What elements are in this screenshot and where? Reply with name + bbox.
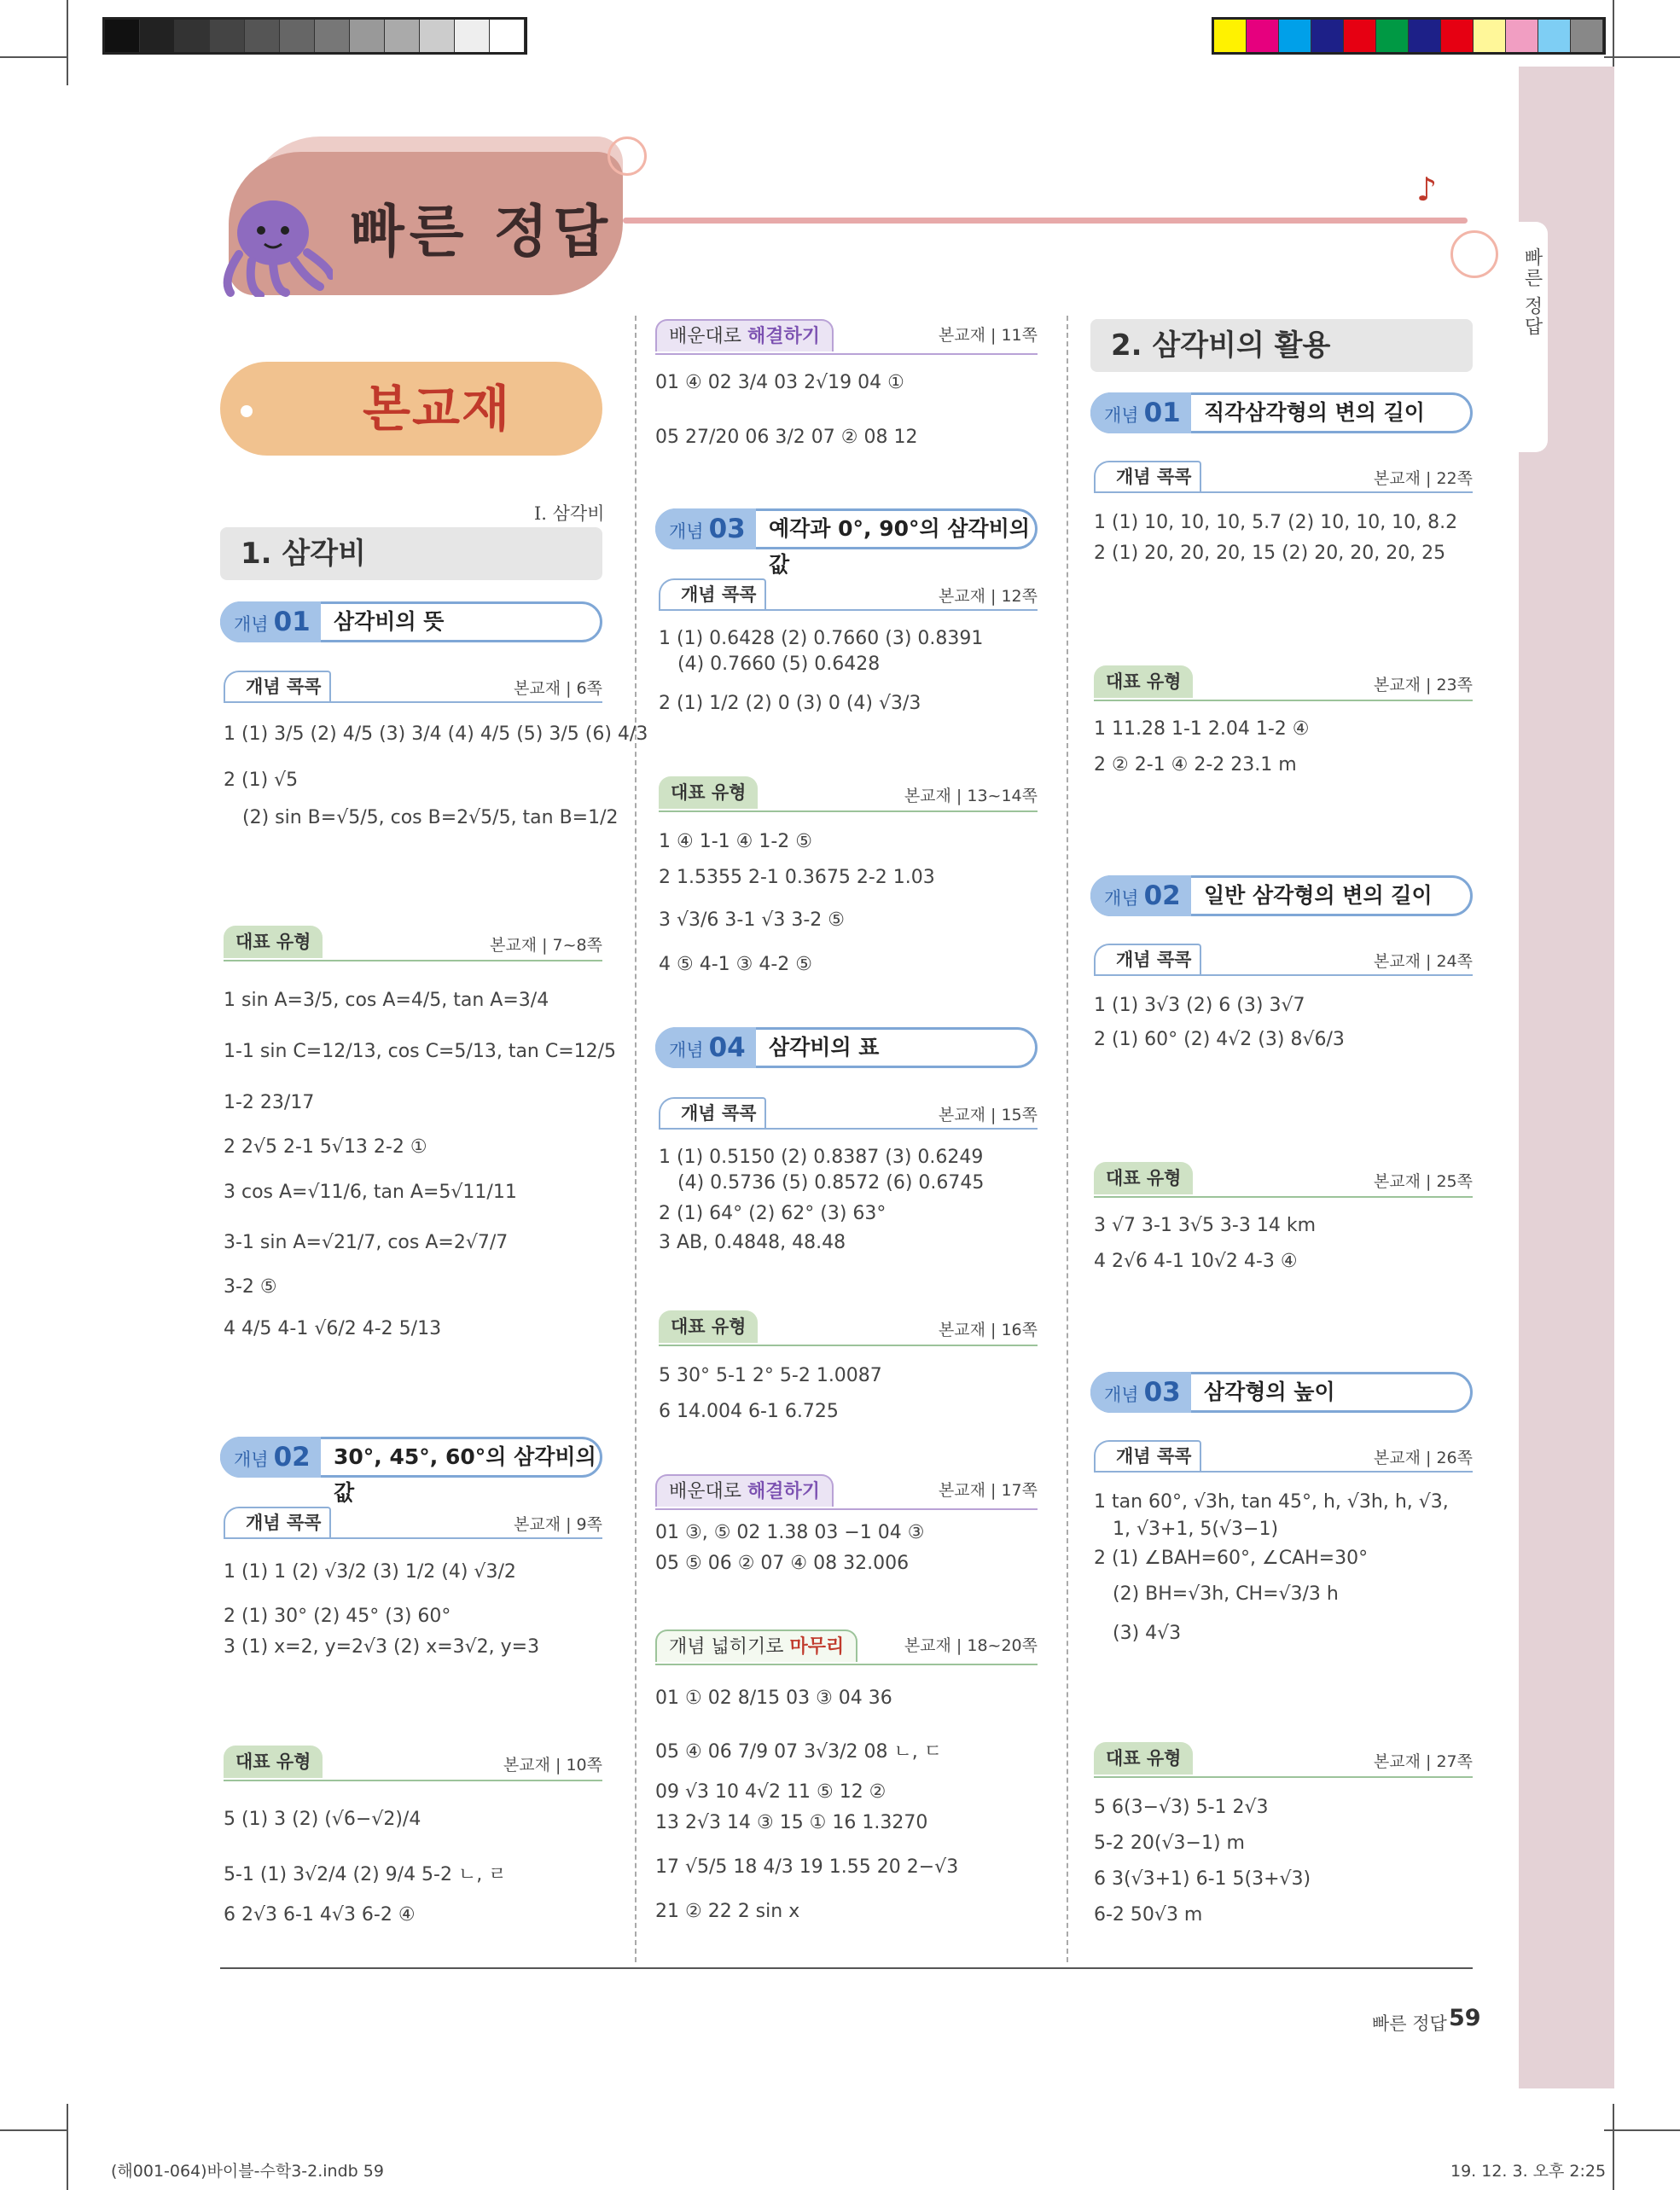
representative-type-header: 대표 유형 본교재 | 7~8쪽 — [224, 926, 602, 961]
answer-line: (3) 4√3 — [1113, 1623, 1182, 1644]
answer-line: 05 ④ 06 7/9 07 3√3/2 08 ㄴ, ㄷ — [655, 1741, 942, 1763]
answer-line: 1 sin A=3/5, cos A=4/5, tan A=3/4 — [224, 990, 549, 1011]
concept-title: 일반 삼각형의 변의 길이 — [1204, 883, 1433, 908]
answer-line: 3 √7 3-1 3√5 3-3 14 km — [1094, 1215, 1317, 1236]
answer-line: 3 cos A=√11/6, tan A=5√11/11 — [224, 1182, 517, 1203]
representative-type-header: 대표 유형 본교재 | 16쪽 — [659, 1310, 1038, 1346]
print-file-name: (해001-064)바이블-수학3-2.indb 59 — [111, 2162, 384, 2181]
answer-line: (4) 0.5736 (5) 0.8572 (6) 0.6745 — [677, 1172, 985, 1194]
header-line — [623, 218, 1468, 224]
answer-line: 6 3(√3+1) 6-1 5(3+√3) — [1094, 1868, 1311, 1890]
concept-badge: 개념 01 — [220, 601, 321, 642]
answer-line: 6-2 50√3 m — [1094, 1904, 1203, 1926]
answer-line: 1-1 sin C=12/13, cos C=5/13, tan C=12/5 — [224, 1041, 617, 1062]
concept-badge: 개념 04 — [655, 1027, 756, 1068]
solve-as-learned-header: 배운대로 해결하기 본교재 | 17쪽 — [655, 1474, 1038, 1510]
side-tab: 빠른 정답 — [1512, 222, 1548, 452]
column-divider — [1067, 316, 1068, 1962]
crop-mark — [1604, 2129, 1680, 2131]
representative-type-header: 대표 유형 본교재 | 27쪽 — [1094, 1742, 1473, 1778]
answer-line: (2) BH=√3h, CH=√3/3 h — [1113, 1583, 1339, 1605]
answer-line: 09 √3 10 4√2 11 ⑤ 12 ② — [655, 1781, 887, 1803]
answer-line: 6 14.004 6-1 6.725 — [659, 1401, 839, 1422]
concept-title: 30°, 45°, 60°의 삼각비의 값 — [334, 1444, 596, 1505]
answer-line: 2 1.5355 2-1 0.3675 2-2 1.03 — [659, 867, 935, 888]
answer-line: 2 (1) √5 — [224, 770, 299, 791]
solve-as-learned-header: 배운대로 해결하기 본교재 | 11쪽 — [655, 319, 1038, 355]
answer-line: 1 (1) 3/5 (2) 4/5 (3) 3/4 (4) 4/5 (5) 3/5 (6) 4/3 — [224, 723, 648, 745]
concept-header — [1090, 1372, 1473, 1413]
crop-mark — [1613, 2104, 1614, 2190]
section-title: 2. 삼각비의 활용 — [1090, 319, 1473, 372]
representative-type-header: 대표 유형 본교재 | 23쪽 — [1094, 665, 1473, 701]
answer-line: 5-1 (1) 3√2/4 (2) 9/4 5-2 ㄴ, ㄹ — [224, 1864, 507, 1885]
pill-dot — [241, 405, 253, 417]
answer-line: 1-2 23/17 — [224, 1092, 315, 1113]
answer-line: 05 ⑤ 06 ② 07 ④ 08 32.006 — [655, 1553, 910, 1574]
answer-line: 1 tan 60°, √3h, tan 45°, h, √3h, h, √3, — [1094, 1491, 1449, 1513]
answer-line: 2 (1) 30° (2) 45° (3) 60° — [224, 1606, 451, 1627]
answer-line: 5 30° 5-1 2° 5-2 1.0087 — [659, 1365, 882, 1386]
answer-line: 3 AB, 0.4848, 48.48 — [659, 1232, 846, 1253]
concept-practice-header: 개념 콕콕 본교재 | 9쪽 — [224, 1507, 602, 1539]
concept-title: 삼각비의 뜻 — [334, 609, 445, 634]
concept-practice-header: 개념 콕콕 본교재 | 26쪽 — [1094, 1440, 1473, 1473]
concept-header — [220, 1437, 602, 1505]
answer-line: 5 6(3−√3) 5-1 2√3 — [1094, 1797, 1269, 1818]
concept-header — [655, 508, 1038, 577]
concept-practice-header: 개념 콕콕 본교재 | 6쪽 — [224, 671, 602, 703]
book-label: 본교재 — [363, 380, 512, 438]
concept-title: 삼각형의 높이 — [1204, 1380, 1335, 1404]
concept-badge: 개념 01 — [1090, 392, 1191, 433]
concept-practice-header: 개념 콕콕 본교재 | 15쪽 — [659, 1097, 1038, 1130]
octopus-icon — [213, 195, 333, 297]
section-title: 1. 삼각비 — [220, 527, 602, 580]
answer-line: 5-2 20(√3−1) m — [1094, 1833, 1245, 1854]
answer-line: 2 (1) 1/2 (2) 0 (3) 0 (4) √3/3 — [659, 693, 921, 714]
answer-line: 5 (1) 3 (2) (√6−√2)/4 — [224, 1809, 421, 1830]
answer-line: 4 2√6 4-1 10√2 4-3 ④ — [1094, 1251, 1298, 1272]
answer-line: 13 2√3 14 ③ 15 ① 16 1.3270 — [655, 1812, 928, 1833]
deco-circle — [607, 137, 647, 176]
answer-line: 2 (1) 60° (2) 4√2 (3) 8√6/3 — [1094, 1029, 1345, 1050]
representative-type-header: 대표 유형 본교재 | 13~14쪽 — [659, 776, 1038, 812]
footer-rule — [220, 1967, 1473, 1969]
color-calibration-bar — [1212, 17, 1606, 55]
answer-line: 1 (1) 0.5150 (2) 0.8387 (3) 0.6249 — [659, 1147, 984, 1168]
answer-line: 2 (1) 64° (2) 62° (3) 63° — [659, 1203, 887, 1224]
answer-line: 17 √5/5 18 4/3 19 1.55 20 2−√3 — [655, 1856, 959, 1878]
print-timestamp: 19. 12. 3. 오후 2:25 — [1450, 2162, 1607, 2181]
answer-line: 1 (1) 0.6428 (2) 0.7660 (3) 0.8391 — [659, 628, 984, 649]
answer-line: 3-2 ⑤ — [224, 1276, 277, 1298]
answer-line: 3-1 sin A=√21/7, cos A=2√7/7 — [224, 1232, 509, 1253]
answer-line: (4) 0.7660 (5) 0.6428 — [677, 654, 881, 675]
answer-line: 01 ③, ⑤ 02 1.38 03 −1 04 ③ — [655, 1522, 925, 1543]
answer-line: 1 (1) 3√3 (2) 6 (3) 3√7 — [1094, 995, 1305, 1016]
answer-line: 4 4/5 4-1 √6/2 4-2 5/13 — [224, 1318, 442, 1339]
concept-badge: 개념 02 — [1090, 875, 1191, 916]
concept-title: 예각과 0°, 90°의 삼각비의 값 — [769, 516, 1030, 577]
representative-type-header: 대표 유형 본교재 | 10쪽 — [224, 1746, 602, 1781]
concept-header — [655, 1027, 1038, 1068]
crop-mark — [0, 2129, 67, 2131]
concept-title: 직각삼각형의 변의 길이 — [1204, 400, 1425, 425]
crop-mark — [1604, 56, 1680, 58]
answer-line: 2 (1) ∠BAH=60°, ∠CAH=30° — [1094, 1548, 1369, 1569]
answer-line: 1, √3+1, 5(√3−1) — [1113, 1519, 1279, 1540]
answer-line: 1 (1) 1 (2) √3/2 (3) 1/2 (4) √3/2 — [224, 1561, 516, 1583]
crop-mark — [67, 0, 68, 85]
answer-line: 3 √3/6 3-1 √3 3-2 ⑤ — [659, 909, 845, 931]
concept-badge: 개념 03 — [655, 508, 756, 549]
column-divider — [635, 316, 637, 1962]
concept-practice-header: 개념 콕콕 본교재 | 12쪽 — [659, 578, 1038, 611]
answer-line: 21 ② 22 2 sin x — [655, 1901, 800, 1922]
crop-mark — [67, 2104, 68, 2190]
answer-line: 6 2√3 6-1 4√3 6-2 ④ — [224, 1904, 416, 1926]
answer-line: (2) sin B=√5/5, cos B=2√5/5, tan B=1/2 — [242, 807, 619, 828]
answer-line: 1 11.28 1-1 2.04 1-2 ④ — [1094, 718, 1310, 740]
answer-line: 05 27/20 06 3/2 07 ② 08 12 — [655, 427, 918, 448]
music-note-icon: ♪ — [1416, 171, 1438, 208]
answer-line: 2 2√5 2-1 5√13 2-2 ① — [224, 1136, 427, 1158]
footer-label: 빠른 정답 — [1372, 2013, 1447, 2034]
deco-circle — [1450, 230, 1498, 278]
answer-line: 1 ④ 1-1 ④ 1-2 ⑤ — [659, 831, 812, 852]
answer-line: 3 (1) x=2, y=2√3 (2) x=3√2, y=3 — [224, 1636, 540, 1658]
answer-line: 01 ④ 02 3/4 03 2√19 04 ① — [655, 372, 904, 393]
representative-type-header: 대표 유형 본교재 | 25쪽 — [1094, 1162, 1473, 1198]
concept-practice-header: 개념 콕콕 본교재 | 24쪽 — [1094, 944, 1473, 976]
concept-badge: 개념 02 — [220, 1437, 321, 1478]
crop-mark — [0, 56, 67, 58]
answer-line: 1 (1) 10, 10, 10, 5.7 (2) 10, 10, 10, 8.2 — [1094, 512, 1458, 533]
concept-header — [220, 601, 602, 642]
concept-practice-header: 개념 콕콕 본교재 | 22쪽 — [1094, 461, 1473, 493]
answer-line: 01 ① 02 8/15 03 ③ 04 36 — [655, 1688, 892, 1709]
grayscale-calibration-bar — [102, 17, 527, 55]
page-number: 59 — [1449, 2005, 1481, 2031]
concept-extension-header: 개념 넓히기로 마무리 본교재 | 18~20쪽 — [655, 1629, 1038, 1665]
concept-header — [1090, 875, 1473, 916]
answer-line: 2 ② 2-1 ④ 2-2 23.1 m — [1094, 754, 1297, 776]
unit-label: I. 삼각비 — [534, 503, 605, 524]
concept-badge: 개념 03 — [1090, 1372, 1191, 1413]
concept-header — [1090, 392, 1473, 433]
page-title: 빠른 정답 — [350, 199, 613, 264]
answer-line: 4 ⑤ 4-1 ③ 4-2 ⑤ — [659, 954, 812, 975]
concept-title: 삼각비의 표 — [769, 1035, 880, 1060]
answer-line: 2 (1) 20, 20, 20, 15 (2) 20, 20, 20, 25 — [1094, 543, 1446, 564]
